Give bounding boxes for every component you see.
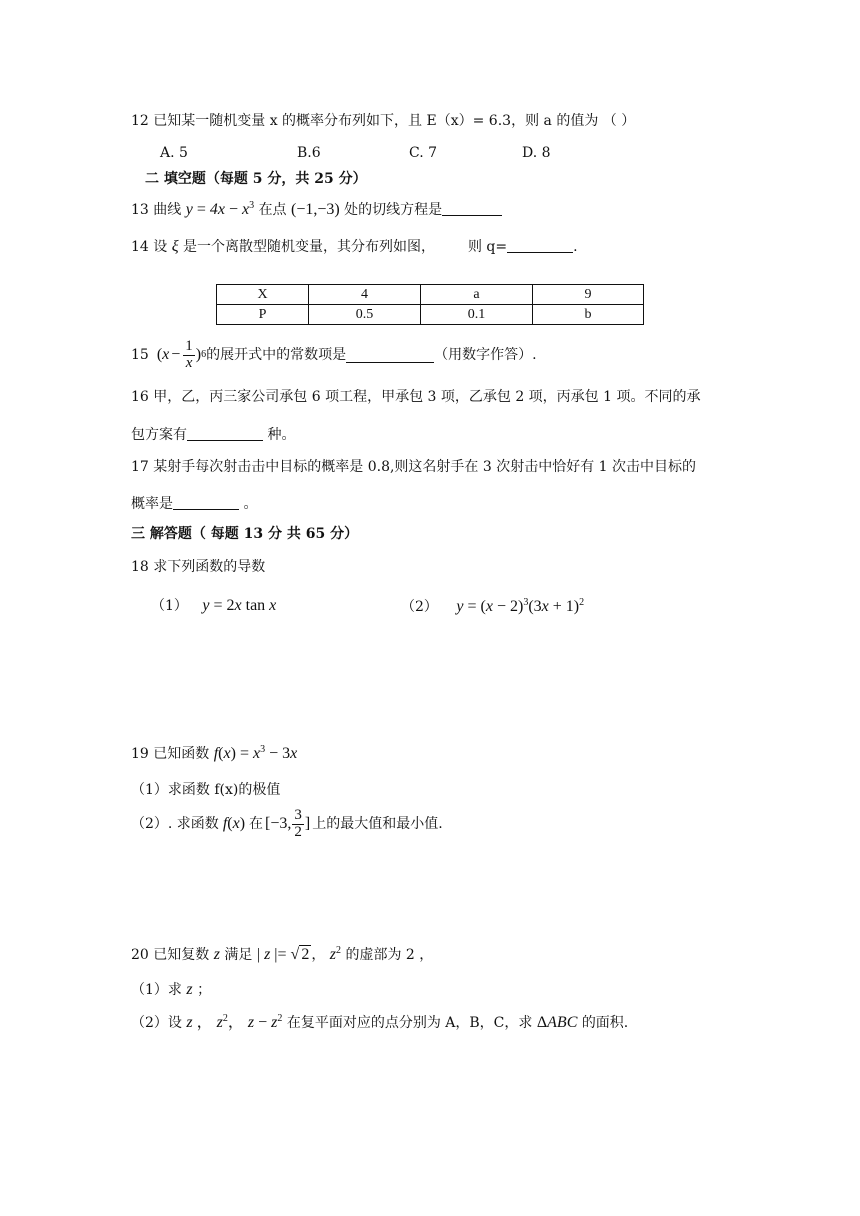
q15-tail: 的展开式中的常数项是 bbox=[206, 347, 347, 364]
q20-s1-end: ； bbox=[197, 982, 212, 998]
question-12-text: 12 已知某一随机变量 x 的概率分布列如下，且 E（x）= 6.3，则 a 的值为 （ ） bbox=[131, 113, 636, 129]
q14-answer-blank bbox=[507, 238, 573, 253]
q13-answer-blank bbox=[442, 201, 502, 216]
q15-num: 15 bbox=[131, 347, 149, 364]
q16-pre: 包方案有 bbox=[131, 427, 187, 443]
q13-mid: 在点 bbox=[258, 202, 287, 218]
question-18-title: 18 求下列函数的导数 bbox=[131, 559, 266, 575]
table-cell: b bbox=[533, 305, 644, 325]
q20-triangle: ΔABC bbox=[536, 1014, 578, 1031]
q16-post: 种。 bbox=[263, 427, 296, 443]
distribution-table bbox=[216, 284, 644, 325]
q13-point: (−1,−3) bbox=[291, 201, 340, 218]
q14-xi: ξ bbox=[171, 238, 179, 255]
q20-s2-mid: 在复平面对应的点分别为 A，B，C，求 bbox=[286, 1015, 533, 1031]
q13-tail: 处的切线方程是 bbox=[344, 202, 443, 218]
question-17-line-1: 17 某射手每次射击击中目标的概率是 0.8,则这名射手在 3 次射击中恰好有 1 次击中目标的 bbox=[131, 459, 697, 475]
question-20-title bbox=[131, 946, 433, 963]
q20-pre: 20 已知复数 bbox=[131, 947, 210, 963]
q20-s1-z: z bbox=[186, 981, 193, 998]
option-c: C. 7 bbox=[409, 145, 438, 161]
q20-s2-pre: （2）设 bbox=[131, 1015, 182, 1031]
q14-tail: 则 q= bbox=[467, 239, 508, 255]
q18-formula-2: $y = (x - 2)^3(3x + 1)^2$ bbox=[456, 597, 585, 615]
q18-part-1 bbox=[151, 598, 276, 614]
table-cell: 0.5 bbox=[309, 305, 421, 325]
q18-p2-label: （2） bbox=[401, 599, 438, 615]
q20-z-squared: $z^2$ bbox=[329, 945, 341, 963]
q18-part-2 bbox=[401, 598, 584, 615]
question-14 bbox=[131, 238, 578, 255]
table-cell: 4 bbox=[309, 285, 421, 305]
question-17-line-2 bbox=[131, 495, 257, 511]
q20-tail: 的虚部为 2 ， bbox=[345, 947, 434, 963]
section-2-title: 二 填空题（每题 5 分，共 25 分） bbox=[145, 171, 367, 187]
option-a: A. 5 bbox=[160, 145, 188, 161]
q20-modulus: | z |= √ 2 bbox=[256, 946, 310, 963]
question-19-title bbox=[131, 745, 297, 762]
option-d: D. 8 bbox=[522, 145, 551, 161]
q20-points-formula: z ， $z^2$， $z - z^2$ bbox=[186, 1013, 283, 1031]
q16-answer-blank bbox=[187, 426, 263, 441]
table-cell: 9 bbox=[533, 285, 644, 305]
q19-fx: f(x) bbox=[222, 815, 246, 832]
q15-end: （用数字作答）. bbox=[434, 347, 537, 364]
q19-function-formula: $f(x) = x^3 - 3x$ bbox=[213, 744, 298, 762]
q14-end: . bbox=[573, 239, 578, 255]
table-row bbox=[217, 285, 644, 305]
q15-binomial: ( x − $\frac{1}{x}$ ) 6 bbox=[156, 338, 207, 371]
q20-mid: 满足 bbox=[224, 947, 253, 963]
q19-s2-pre: （2）. 求函数 bbox=[131, 816, 219, 832]
question-16-line-1: 16 甲，乙，丙三家公司承包 6 项工程，甲承包 3 项，乙承包 2 项，丙承包 1 项。不同的承 bbox=[131, 389, 701, 405]
q18-p1-label: （1） bbox=[151, 598, 188, 614]
q20-mid2: ， bbox=[311, 947, 326, 963]
table-cell: X bbox=[217, 285, 309, 305]
q15-answer-blank bbox=[346, 348, 434, 363]
q20-sub-2 bbox=[131, 1014, 628, 1031]
q19-s2-mid: 在 bbox=[249, 816, 264, 832]
q20-sub-1 bbox=[131, 982, 211, 998]
q17-post: 。 bbox=[239, 496, 258, 512]
q18-formula-1: y = 2x tan x bbox=[202, 597, 277, 614]
q19-sub-1: （1）求函数 f(x)的极值 bbox=[131, 782, 281, 798]
q20-s1-text: （1）求 bbox=[131, 982, 182, 998]
table-cell: 0.1 bbox=[421, 305, 533, 325]
q17-answer-blank bbox=[173, 495, 239, 510]
q14-pre: 14 设 bbox=[131, 239, 168, 255]
q20-s2-end: 的面积. bbox=[581, 1015, 629, 1031]
q19-sub-2 bbox=[131, 806, 443, 842]
q13-curve-formula: $y = 4x - x^3$ bbox=[185, 200, 255, 218]
question-13-num: 13 曲线 bbox=[131, 202, 182, 218]
q19-interval: [−3, $\frac{3}{2}$ ] bbox=[265, 806, 311, 840]
table-row bbox=[217, 305, 644, 325]
question-15 bbox=[131, 339, 537, 372]
q20-z: z bbox=[213, 946, 220, 963]
q14-mid: 是一个离散型随机变量，其分布列如图， bbox=[183, 239, 436, 255]
question-12 bbox=[131, 114, 635, 128]
table-cell: P bbox=[217, 305, 309, 325]
q19-title-text: 19 已知函数 bbox=[131, 746, 210, 762]
q17-pre: 概率是 bbox=[131, 496, 173, 512]
table-cell: a bbox=[421, 285, 533, 305]
option-b: B.6 bbox=[297, 145, 321, 161]
section-3-title: 三 解答题（ 每题 13 分 共 65 分） bbox=[131, 526, 359, 542]
q19-s2-post: 上的最大值和最小值. bbox=[312, 816, 443, 832]
question-13 bbox=[131, 201, 502, 218]
question-16-line-2 bbox=[131, 426, 295, 442]
